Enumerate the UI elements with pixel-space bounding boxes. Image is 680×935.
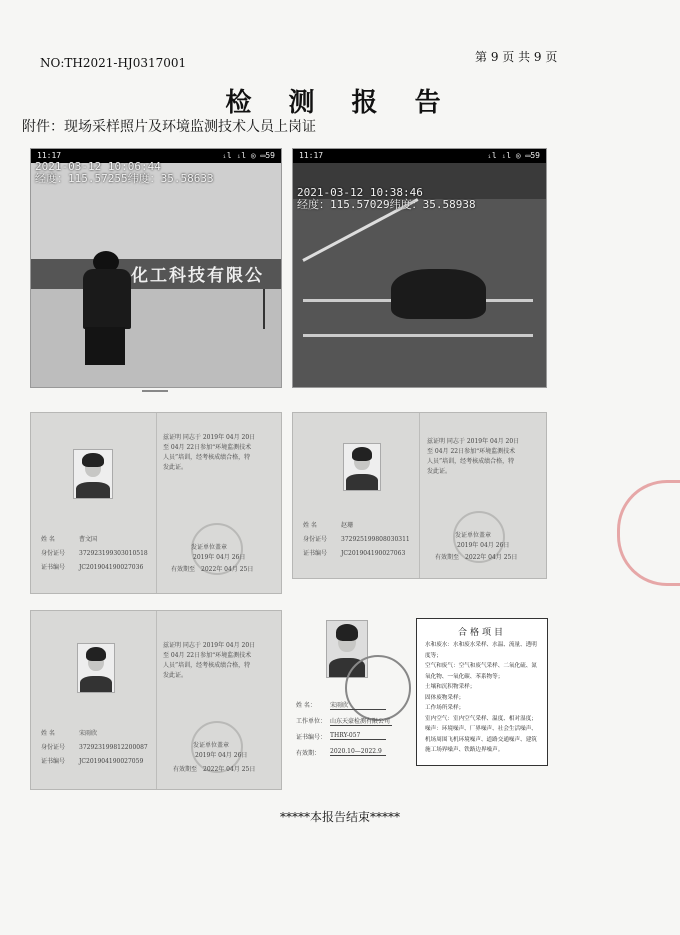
cert-fold [156, 413, 157, 593]
issuer-seal-text: 发证单位盖章 [193, 742, 230, 749]
cert-body-line: 兹证明 同志于 2019年 04月 20日 [427, 438, 520, 445]
license-valid: 2020.10—2022.9 [330, 748, 386, 756]
cert-no-label: 证书编号 [41, 758, 66, 765]
license-valid-label: 有效期： [296, 750, 321, 757]
person-body [83, 269, 131, 329]
valid-label: 有效期至 [173, 766, 198, 773]
cert-number: JC201904190027036 [79, 564, 144, 571]
holder-name: 曹文国 [79, 536, 98, 543]
cert-no-label: 证书编号 [41, 564, 66, 571]
certificate-1 [30, 412, 282, 594]
cert-body-line: 至 04月 22日参加“环境监测技术 [427, 448, 516, 455]
qualification-item: 固体废物采样； [425, 694, 465, 701]
cert-body-line: 人员”培训，经考核成绩合格，特 [427, 458, 515, 465]
certificate-2 [292, 412, 547, 579]
report-title: 检 测 报 告 [225, 88, 455, 118]
holder-name: 宋雨欣 [79, 730, 98, 737]
name-label: 姓 名 [41, 536, 55, 543]
license-cert-label: 证书编号： [296, 734, 327, 741]
name-label: 姓 名 [41, 730, 55, 737]
license-name-label: 姓 名： [296, 702, 316, 709]
issuer-seal-text: 发证单位盖章 [191, 544, 228, 551]
cert-no-label: 证书编号 [303, 550, 328, 557]
id-label: 身份证号 [41, 744, 66, 751]
certificate-3 [30, 610, 282, 790]
portrait-body [80, 676, 112, 692]
id-label: 身份证号 [303, 536, 328, 543]
cert-photo [343, 443, 381, 491]
valid-until: 2022年 04月 25日 [465, 554, 518, 561]
qualification-box [416, 618, 548, 766]
sampling-photo-2 [292, 148, 547, 388]
report-end: *****本报告结束***** [279, 810, 400, 824]
company-banner: 化工科技有限公 [131, 266, 264, 286]
license-employer-label: 工作单位： [296, 718, 327, 725]
license-cert: THRY-057 [330, 732, 386, 740]
sampler-tripod [263, 289, 265, 329]
cert-body-line: 至 04月 22日参加“环境监测技术 [163, 652, 252, 659]
valid-label: 有效期至 [435, 554, 460, 561]
timestamp-coords: 经度：115.57255纬度：35.58633 [35, 172, 214, 185]
issue-date: 2019年 04月 26日 [195, 752, 248, 759]
cert-body-line: 人员”培训，经考核成绩合格，特 [163, 662, 251, 669]
company-seal [345, 655, 411, 721]
status-icons: ᵢl ᵢl ◎ ▭59 [487, 151, 540, 160]
qualification-item: 噪声：环境噪声、厂界噪声、社会生活噪声、机场周围飞机环境噪声、道路交通噪声、建筑施工场界噪声、铁路边界噪声。 [425, 726, 537, 753]
qualification-item: 土壤和沉积物采样； [425, 684, 476, 690]
portrait-body [346, 474, 378, 490]
valid-until: 2022年 04月 25日 [203, 766, 256, 773]
timestamp-date: 2021-03-12 10:06:44 [35, 160, 161, 173]
qualification-item: 工作场所采样； [425, 705, 465, 711]
holder-id: 372923199812200087 [79, 744, 148, 751]
timestamp-overlay [31, 161, 214, 185]
cert-body-line: 至 04月 22日参加“环境监测技术 [163, 444, 252, 451]
issue-date: 2019年 04月 26日 [457, 542, 510, 549]
portrait-hair [352, 447, 372, 461]
portrait-hair [336, 624, 358, 641]
person-legs [85, 327, 125, 365]
license-name: 宋雨欣 [330, 700, 386, 710]
issue-date: 2019年 04月 26日 [193, 554, 246, 561]
issuer-seal-text: 发证单位盖章 [455, 532, 492, 539]
cert-body-line: 兹证明 同志于 2019年 04月 20日 [163, 434, 256, 441]
qualification-item: 室内空气：室内空气采样、温度、相对湿度； [425, 715, 537, 722]
timestamp-date: 2021-03-12 10:38:46 [297, 186, 423, 199]
report-number: NO:TH2021-HJ0317001 [40, 56, 187, 70]
cert-body-line: 发此证。 [163, 672, 188, 679]
status-icons: ᵢl ᵢl ◎ ▭59 [222, 151, 275, 160]
portrait-hair [86, 647, 106, 661]
holder-name: 赵珊 [341, 522, 354, 529]
sampling-bag [391, 269, 486, 319]
cert-body-line: 发此证。 [427, 468, 452, 475]
cert-body-line: 发此证。 [163, 464, 188, 471]
railing [303, 334, 533, 337]
holder-id: 372925199808030311 [341, 536, 410, 543]
timestamp-overlay [293, 187, 476, 211]
photo-1-handle [142, 390, 168, 392]
qualification-title: 合格项目 [457, 628, 506, 638]
page-indicator: 第 9 页 共 9 页 [475, 50, 558, 64]
qualification-item: 空气和废气：空气和废气采样、二氧化硫、氮氧化物、一氧化碳、苯系物等； [425, 663, 537, 680]
status-bar [293, 149, 546, 163]
name-label: 姓 名 [303, 522, 317, 529]
sampling-photo-1 [30, 148, 282, 388]
id-label: 身份证号 [41, 550, 66, 557]
valid-label: 有效期至 [171, 566, 196, 573]
cert-number: JC201904190027063 [341, 550, 406, 557]
portrait-hair [82, 453, 103, 467]
ground-area [31, 289, 281, 387]
valid-until: 2022年 04月 25日 [201, 566, 254, 573]
qualification-item: 水和废水：水和废水采样、水温、流量、透明度等； [425, 642, 537, 659]
cert-body-line: 兹证明 同志于 2019年 04月 20日 [163, 642, 256, 649]
cert-fold [419, 413, 420, 578]
cert-number: JC201904190027059 [79, 758, 144, 765]
status-time: 11:17 [37, 151, 62, 160]
cert-fold [156, 611, 157, 789]
red-seal-fragment [617, 480, 680, 586]
holder-id: 372923199303010518 [79, 550, 148, 557]
qualification-list [417, 638, 547, 758]
cert-photo [73, 449, 113, 499]
attachment-subtitle: 附件：现场采样照片及环境监测技术人员上岗证 [22, 119, 316, 135]
timestamp-coords: 经度：115.57029纬度：35.58938 [297, 198, 476, 211]
portrait-body [76, 482, 110, 498]
cert-photo [77, 643, 115, 693]
status-time: 11:17 [299, 151, 324, 160]
cert-body-line: 人员”培训，经考核成绩合格，特 [163, 454, 251, 461]
license-employer: 山东天豪检测有限公司 [330, 718, 391, 725]
